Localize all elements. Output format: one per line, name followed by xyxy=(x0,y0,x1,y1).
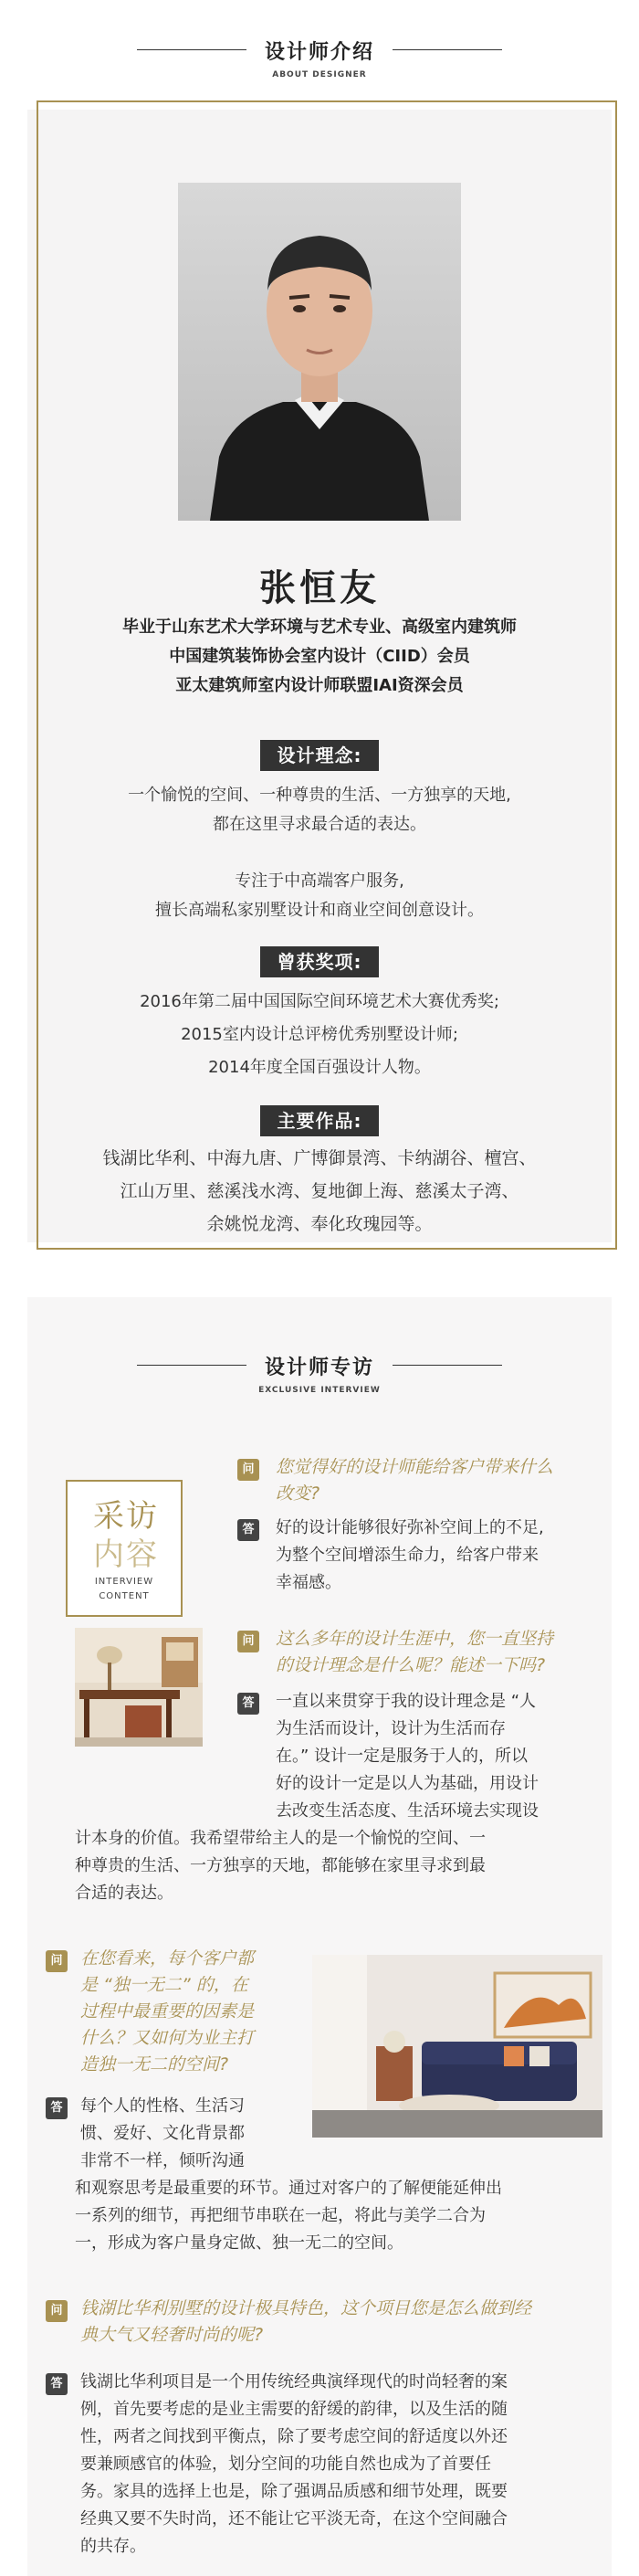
answer-line: 钱湖比华利项目是一个用传统经典演绎现代的时尚轻奢的案 xyxy=(80,2372,508,2391)
question-line: 钱湖比华利别墅的设计极具特色，这个项目您是怎么做到经 xyxy=(80,2298,532,2318)
award-item: 2014年度全国百强设计人物。 xyxy=(208,1058,431,1077)
philosophy-text: 一个愉悦的空间、一种尊贵的生活、一方独享的天地, xyxy=(128,786,511,805)
award-item: 2016年第二届中国国际空间环境艺术大赛优秀奖; xyxy=(140,992,499,1011)
answer-line: 非常不一样，倾听沟通 xyxy=(80,2151,245,2170)
section-title: 设计师介绍 xyxy=(264,41,374,64)
works-line: 江山万里、慈溪浅水湾、复地御上海、慈溪太子湾、 xyxy=(120,1181,519,1201)
question-line: 这么多年的设计生涯中，您一直坚持 xyxy=(276,1629,554,1649)
question-line: 您觉得好的设计师能给客户带来什么 xyxy=(276,1457,554,1477)
answer-icon: 答 xyxy=(237,1693,259,1715)
section-subtitle: ABOUT DESIGNER xyxy=(272,70,367,79)
question-line: 过程中最重要的因素是 xyxy=(80,2001,255,2022)
study-room-image xyxy=(75,1628,203,1747)
credential-line: 亚太建筑师室内设计师联盟IAI资深会员 xyxy=(175,676,464,695)
credential-line: 毕业于山东艺术大学环境与艺术专业、高级室内建筑师 xyxy=(122,618,517,637)
works-line: 钱湖比华利、中海九唐、广博御景湾、卡纳湖谷、檀宫、 xyxy=(102,1148,537,1168)
question-text xyxy=(80,1946,309,2078)
living-room-photo xyxy=(312,1955,602,2138)
works-list xyxy=(55,1142,584,1240)
living-room-image xyxy=(312,1955,602,2138)
interview-section-header xyxy=(0,1352,639,1395)
question-line: 典大气又轻奢时尚的呢? xyxy=(80,2325,264,2345)
answer-line: 去改变生活态度、生活环境去实现设 xyxy=(276,1801,539,1821)
header-divider-left xyxy=(137,49,246,50)
designer-name: 张恒友 xyxy=(259,567,380,609)
question-line: 造独一无二的空间? xyxy=(80,2054,229,2075)
header-divider-left xyxy=(137,1365,246,1366)
answer-line: 和观察思考是最重要的环节。通过对客户的了解便能延伸出 xyxy=(75,2179,502,2198)
question-text xyxy=(276,1454,604,1507)
answer-text xyxy=(80,2369,619,2560)
designer-section-header xyxy=(0,37,639,79)
philosophy-text: 都在这里寻求最合适的表达。 xyxy=(213,815,426,834)
works-label: 主要作品: xyxy=(260,1105,379,1136)
badge-line-1: 采访 xyxy=(93,1498,159,1535)
answer-line: 例，首先要考虑的是业主需要的舒缓的韵律，以及生活的随 xyxy=(80,2400,508,2419)
answer-line: 计本身的价值。我希望带给主人的是一个愉悦的空间、一 xyxy=(75,1829,486,1848)
designer-portrait xyxy=(178,183,461,521)
answer-icon: 答 xyxy=(46,2373,68,2395)
question-icon: 问 xyxy=(237,1631,259,1652)
answer-line: 每个人的性格、生活习 xyxy=(80,2096,245,2116)
answer-line: 种尊贵的生活、一方独享的天地，都能够在家里寻求到最 xyxy=(75,1856,486,1875)
answer-line: 要兼顾感官的体验，划分空间的功能自然也成为了首要任 xyxy=(80,2455,491,2474)
award-item: 2015室内设计总评榜优秀别墅设计师; xyxy=(181,1025,458,1044)
badge-en-1: INTERVIEW xyxy=(94,1577,154,1587)
works-line: 余姚悦龙湾、奉化玫瑰园等。 xyxy=(206,1214,433,1234)
question-line: 改变? xyxy=(276,1483,320,1504)
answer-text xyxy=(276,1688,604,1825)
section-subtitle: EXCLUSIVE INTERVIEW xyxy=(258,1386,381,1395)
answer-line: 好的设计一定是以人为基础，用设计 xyxy=(276,1774,539,1793)
question-line: 什么？又如何为业主打 xyxy=(80,2028,255,2048)
answer-text-continued xyxy=(75,1825,613,1907)
answer-line: 合适的表达。 xyxy=(75,1884,173,1903)
focus-text: 擅长高端私家别墅设计和商业空间创意设计。 xyxy=(155,901,484,920)
answer-text-continued xyxy=(75,2175,613,2257)
question-icon: 问 xyxy=(237,1459,259,1481)
header-divider-right xyxy=(393,49,502,50)
answer-line: 经典又要不失时尚，还不能让它平淡无奇，在这个空间融合 xyxy=(80,2509,508,2528)
question-line: 是 “独一无二” 的，在 xyxy=(80,1975,248,1995)
header-divider-right xyxy=(393,1365,502,1366)
answer-icon: 答 xyxy=(46,2097,68,2119)
question-line: 在您看来，每个客户都 xyxy=(80,1948,255,1969)
question-icon: 问 xyxy=(46,1950,68,1972)
answer-line: 一系列的细节，再把细节串联在一起，将此与美学二合为 xyxy=(75,2206,486,2225)
answer-line: 一直以来贯穿于我的设计理念是 “人 xyxy=(276,1692,537,1711)
answer-icon: 答 xyxy=(237,1519,259,1541)
question-icon: 问 xyxy=(46,2300,68,2322)
answer-line: 为整个空间增添生命力，给客户带来 xyxy=(276,1546,539,1565)
answer-line: 务。家具的选择上也是，除了强调品质感和细节处理，既要 xyxy=(80,2482,508,2501)
badge-en-2: CONTENT xyxy=(99,1591,150,1601)
philosophy-label: 设计理念: xyxy=(260,740,379,771)
answer-line: 惯、爱好、文化背景都 xyxy=(80,2124,245,2143)
answer-line: 在。” 设计一定是服务于人的，所以 xyxy=(276,1747,529,1766)
answer-line: 一，形成为客户量身定做、独一无二的空间。 xyxy=(75,2233,403,2253)
answer-line: 幸福感。 xyxy=(276,1573,341,1592)
credential-line: 中国建筑装饰协会室内设计（CIID）会员 xyxy=(169,647,470,666)
question-line: 的设计理念是什么呢？能述一下吗? xyxy=(276,1655,546,1675)
portrait-image xyxy=(178,183,461,521)
answer-line: 好的设计能够很好弥补空间上的不足, xyxy=(276,1518,544,1537)
answer-line: 为生活而设计，设计为生活而存 xyxy=(276,1719,506,1738)
question-text xyxy=(80,2296,619,2349)
badge-line-2: 内容 xyxy=(93,1536,159,1573)
answer-text xyxy=(80,2093,309,2175)
focus-text: 专注于中高端客户服务, xyxy=(235,871,404,891)
interview-content-badge xyxy=(66,1480,183,1617)
answer-line: 的共存。 xyxy=(80,2537,146,2556)
answer-text xyxy=(276,1515,604,1597)
section-title: 设计师专访 xyxy=(264,1357,374,1379)
study-room-photo xyxy=(75,1628,203,1747)
awards-label: 曾获奖项: xyxy=(260,946,379,977)
answer-line: 性，两者之间找到平衡点，除了要考虑空间的舒适度以外还 xyxy=(80,2427,508,2446)
question-text xyxy=(276,1626,604,1679)
